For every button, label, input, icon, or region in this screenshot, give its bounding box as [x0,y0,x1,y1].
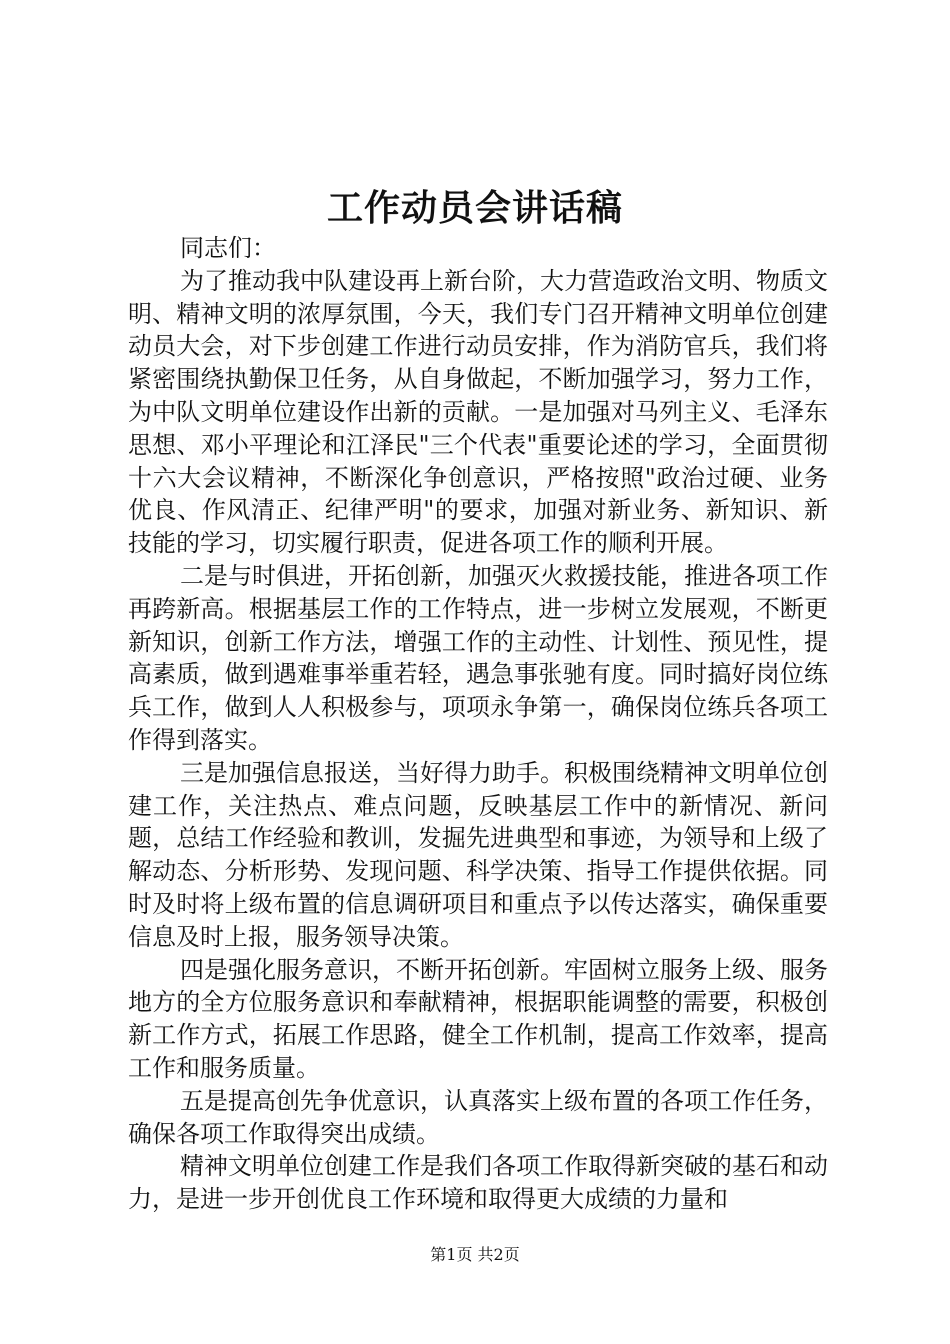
paragraph-point-five: 五是提高创先争优意识，认真落实上级布置的各项工作任务，确保各项工作取得突出成绩。 [128,1086,828,1148]
document-body [128,232,828,1216]
paragraph-point-three: 三是加强信息报送，当好得力助手。积极围绕精神文明单位创建工作，关注热点、难点问题，反映基层工作中的新情况、新问题，总结工作经验和教训，发掘先进典型和事迹，为领导和上级了解动态、分析形势、发现问题、科学决策、指导工作提供依据。同时及时将上级布置的信息调研项目和重点予以传达落实，确保重要信息及时上报，服务领导决策。 [128,758,828,951]
paragraph-closing: 精神文明单位创建工作是我们各项工作取得新突破的基石和动力，是进一步开创优良工作环境和取得更大成绩的力量和 [128,1152,828,1214]
salutation: 同志们： [180,234,276,262]
page-number-footer: 第1页 共2页 [430,1245,520,1264]
paragraph-point-four: 四是强化服务意识，不断开拓创新。牢固树立服务上级、服务地方的全方位服务意识和奉献精神，根据职能调整的需要，积极创新工作方式，拓展工作思路，健全工作机制，提高工作效率，提高工作和服务质量。 [128,955,828,1082]
document-title: 工作动员会讲话稿 [326,187,623,229]
paragraph-intro-and-point-one: 为了推动我中队建设再上新台阶，大力营造政治文明、物质文明、精神文明的浓厚氛围，今天，我们专门召开精神文明单位创建动员大会，对下步创建工作进行动员安排，作为消防官兵，我们将紧密围绕执勤保卫任务，从自身做起，不断加强学习，努力工作，为中队文明单位建设作出新的贡献。一是加强对马列主义、毛泽东思想、邓小平理论和江泽民"三个代表"重要论述的学习，全面贯彻十六大会议精神，不断深化争创意识，严格按照"政治过硬、业务优良、作风清正、纪律严明"的要求，加强对新业务、新知识、新技能的学习，切实履行职责，促进各项工作的顺利开展。 [128,266,828,558]
paragraph-point-two: 二是与时俱进，开拓创新，加强灭火救援技能，推进各项工作再跨新高。根据基层工作的工作特点，进一步树立发展观，不断更新知识，创新工作方法，增强工作的主动性、计划性、预见性，提高素质，做到遇难事举重若轻，遇急事张驰有度。同时搞好岗位练兵工作，做到人人积极参与，项项永争第一，确保岗位练兵各项工作得到落实。 [128,561,828,754]
